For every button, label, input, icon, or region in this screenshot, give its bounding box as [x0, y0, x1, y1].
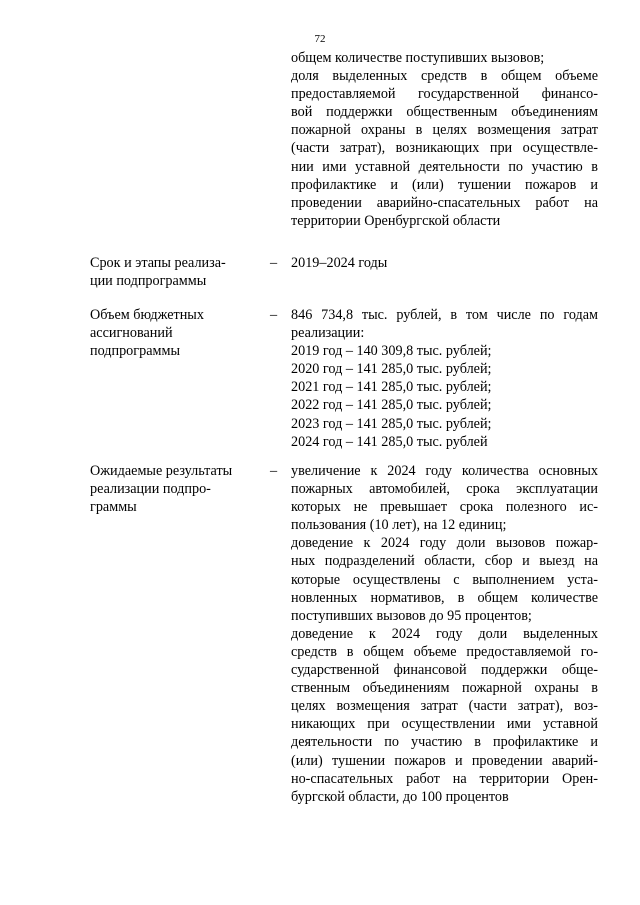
- text-line: никающих при осуществлении ими уставной: [291, 716, 598, 733]
- page-number: 72: [314, 33, 326, 45]
- section-label: [90, 462, 255, 516]
- text-line: деятельности по участию в профилактике и: [291, 734, 598, 751]
- section-dash: –: [270, 463, 278, 479]
- text-line: подпрограммы: [90, 343, 180, 360]
- text-line: доведение к 2024 году доли вызовов пожар-: [291, 535, 598, 552]
- text-line: общем количестве поступивших вызовов;: [291, 50, 545, 66]
- section-dash: –: [270, 255, 278, 271]
- text-line: (или) тушении пожаров и проведении аварий-: [291, 752, 598, 769]
- text-line: доля выделенных средств в общем объеме: [291, 68, 598, 85]
- text-line: проведении аварийно-спасательных работ на: [291, 194, 598, 211]
- text-line: территории Оренбургской области: [291, 212, 501, 229]
- text-line: реализации:: [291, 325, 365, 342]
- section-value: [291, 254, 598, 272]
- text-line: вой поддержки общественным объединениям: [291, 104, 598, 121]
- text-line: ции подпрограммы: [90, 273, 207, 290]
- text-line: которые осуществлены с выполнением уста-: [291, 571, 598, 588]
- text-line: поступивших вызовов до 95 процентов;: [291, 607, 532, 624]
- text-line: нии ими уставной деятельности по участию в: [291, 158, 598, 175]
- text-line: целях возмещения затрат (части затрат), воз-: [291, 698, 598, 715]
- text-line: предоставляемой государственной финансо-: [291, 86, 598, 103]
- text-line: 2020 год – 141 285,0 тыс. рублей;: [291, 361, 492, 378]
- section-label: [90, 306, 255, 360]
- continuation-text: [291, 49, 598, 230]
- text-line: Объем бюджетных: [90, 307, 204, 323]
- text-line: ных подразделений области, сбор и выезд на: [291, 553, 598, 570]
- text-line: сударственной финансовой поддержки обще-: [291, 662, 598, 679]
- text-line: 2021 год – 141 285,0 тыс. рублей;: [291, 379, 492, 396]
- text-line: но-спасательных работ на территории Орен-: [291, 770, 598, 787]
- section-value: [291, 462, 598, 806]
- text-line: 846 734,8 тыс. рублей, в том числе по годам: [291, 307, 598, 323]
- text-line: средств в общем объеме предоставляемой го-: [291, 643, 598, 660]
- text-line: Срок и этапы реализа-: [90, 255, 226, 271]
- section-dash: –: [270, 307, 278, 323]
- text-line: (части затрат), возникающих при осуществле-: [291, 140, 598, 157]
- section-value: [291, 306, 598, 451]
- text-line: 2023 год – 141 285,0 тыс. рублей;: [291, 415, 492, 432]
- text-line: 2022 год – 141 285,0 тыс. рублей;: [291, 397, 492, 414]
- section-label: [90, 254, 255, 290]
- text-line: бургской области, до 100 процентов: [291, 788, 509, 805]
- text-line: ассигнований: [90, 325, 173, 342]
- text-line: ственным объединениям пожарной охраны в: [291, 680, 598, 697]
- text-line: которых не превышает срока полезного ис-: [291, 499, 598, 516]
- text-line: граммы: [90, 499, 137, 516]
- text-line: новленных нормативов, в общем количестве: [291, 589, 598, 606]
- text-line: реализации подпро-: [90, 481, 211, 498]
- text-line: Ожидаемые результаты: [90, 463, 233, 479]
- text-line: 2019–2024 годы: [291, 255, 388, 271]
- text-line: профилактике и (или) тушении пожаров и: [291, 176, 598, 193]
- text-line: увеличение к 2024 году количества основных: [291, 463, 598, 479]
- text-line: пожарной охраны в целях возмещения затрат: [291, 122, 598, 139]
- text-line: 2024 год – 141 285,0 тыс. рублей: [291, 433, 488, 450]
- text-line: 2019 год – 140 309,8 тыс. рублей;: [291, 343, 492, 360]
- text-line: пользования (10 лет), на 12 единиц;: [291, 517, 507, 534]
- text-line: доведение к 2024 году доли выделенных: [291, 625, 598, 642]
- text-line: пожарных автомобилей, срока эксплуатации: [291, 481, 598, 498]
